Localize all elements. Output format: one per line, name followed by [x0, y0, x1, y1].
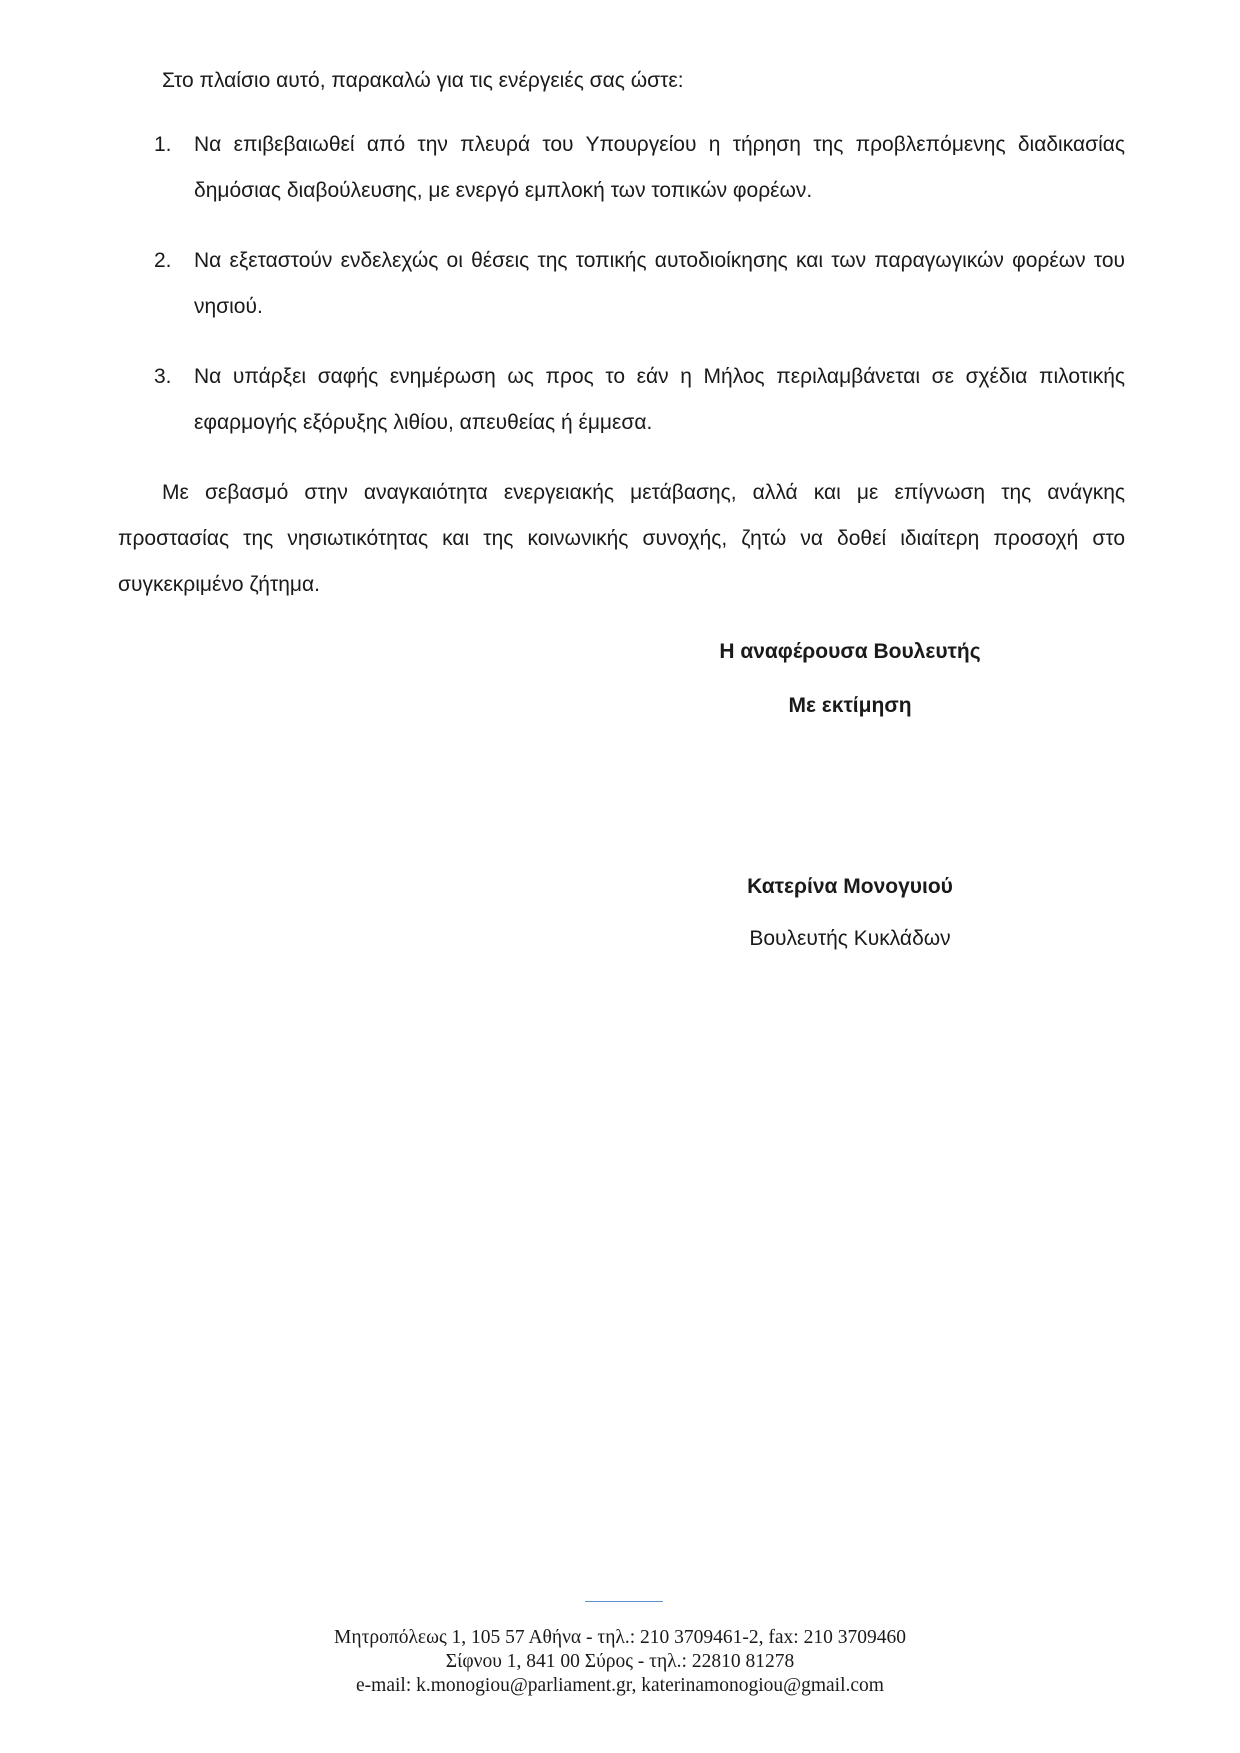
signature-regards: Με εκτίμηση	[788, 694, 912, 717]
list-item	[118, 238, 1125, 330]
footer-address-athens: Μητροπόλεως 1, 105 57 Αθήνα - τηλ.: 210 3709461-2, fax: 210 3709460	[334, 1627, 906, 1648]
list-item	[118, 354, 1125, 446]
signature-name: Κατερίνα Μονογυιού	[747, 875, 953, 898]
list-item-text: Να υπάρξει σαφής ενημέρωση ως προς το εάν η Μήλος περιλαμβάνεται σε σχέδια πιλοτικής εφαρμογής εξόρυξης λιθίου, απευθείας ή έμμεσα.	[194, 365, 1125, 434]
closing-paragraph: Με σεβασμό στην αναγκαιότητα ενεργειακής μετάβασης, αλλά και με επίγνωση της ανάγκης προστασίας της νησιωτικότητας και της κοινωνικής συνοχής, ζητώ να δοθεί ιδιαίτερη προσοχή στο συγκεκριμένο ζήτημα.	[118, 481, 1125, 596]
list-item-number: 1.	[154, 133, 172, 156]
footer-address-syros: Σίφνου 1, 841 00 Σύρος - τηλ.: 22810 81278	[445, 1651, 795, 1672]
list-item-text: Να επιβεβαιωθεί από την πλευρά του Υπουργείου η τήρηση της προβλεπόμενης διαδικασίας δημόσιας διαβούλευσης, με ενεργό εμπλοκή των τοπικών φορέων.	[194, 133, 1125, 202]
list-item-text: Να εξεταστούν ενδελεχώς οι θέσεις της τοπικής αυτοδιοίκησης και των παραγωγικών φορέων του νησιού.	[194, 249, 1125, 318]
intro-paragraph: Στο πλαίσιο αυτό, παρακαλώ για τις ενέργειές σας ώστε:	[162, 69, 684, 92]
list-item-number: 3.	[154, 365, 172, 388]
list-item	[118, 122, 1125, 214]
footer-email: e-mail: k.monogiou@parliament.gr, katerinamonogiou@gmail.com	[356, 1675, 884, 1696]
signature-role: Η αναφέρουσα Βουλευτής	[719, 640, 981, 663]
footer-contact	[0, 1626, 1240, 1698]
letter-body	[118, 58, 1125, 608]
footer-divider	[585, 1601, 663, 1602]
signature-title: Βουλευτής Κυκλάδων	[749, 927, 951, 950]
list-item-number: 2.	[154, 249, 172, 272]
requests-list	[118, 122, 1125, 446]
